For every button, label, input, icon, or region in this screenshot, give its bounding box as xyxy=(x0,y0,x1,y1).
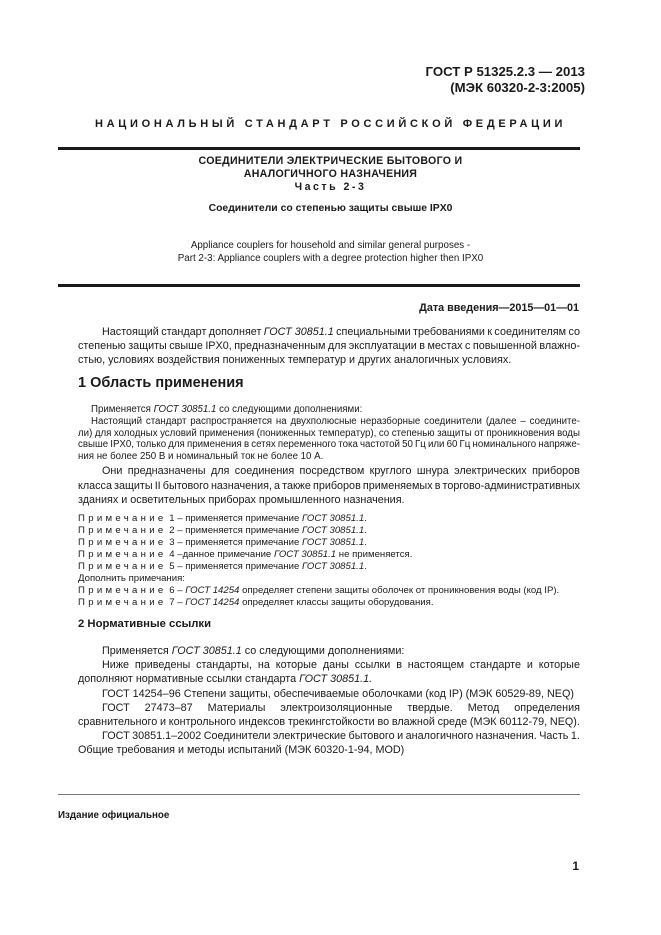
english-title-line1: Appliance couplers for household and similar general purposes - xyxy=(190,240,471,251)
applies-line: Применяется ГОСТ 30851.1 со следующими дополнениями: xyxy=(91,404,363,415)
standard-code: ГОСТ Р 51325.2.3 — 2013 xyxy=(425,64,585,79)
intro-line: стью, условиях воздействия пониженных температур и других аналогичных условиях. xyxy=(78,354,512,366)
note-item: Примечание 7 – ГОСТ 14254 определяет классы защиты оборудования. xyxy=(78,597,434,608)
introduction-date: Дата введения—2015—01—01 xyxy=(419,302,579,314)
part-label: Часть 2-3 xyxy=(294,181,367,193)
title-line2: АНАЛОГИЧНОГО НАЗНАЧЕНИЯ xyxy=(243,168,418,180)
footer-rule xyxy=(58,794,580,795)
purpose-line: зданиях и осветительных приборах промышленного назначения. xyxy=(78,494,405,506)
note-item: Примечание 3 – применяется примечание ГОСТ 30851.1. xyxy=(78,537,367,548)
applies-line: Применяется ГОСТ 30851.1 со следующими дополнениями: xyxy=(102,645,405,657)
normative-reference: сравнительного и контрольного индексов трекингстойкости во влажной среде (МЭК 60112-79, NEQ). xyxy=(78,716,580,729)
section-1-body xyxy=(78,404,580,463)
scope-line: свыше IPX0, только для применения в сетях переменного тока частотой 50 Гц или 60 Гц номинального напряже- xyxy=(78,439,580,451)
purpose-line: класса защиты II бытового назначения, а также приборов применяемых в торгово-административных xyxy=(78,479,580,492)
intro-paragraph xyxy=(78,325,580,367)
scope-line: ли) для холодных условий применения (пониженных температур), со степенью защиты от проникновения воды xyxy=(78,427,580,439)
note-item: Примечание 2 – применяется примечание ГОСТ 30851.1. xyxy=(78,525,367,536)
standard-reference: ГОСТ 30851.1 xyxy=(153,404,217,415)
normative-reference: Общие требования и методы испытаний (МЭК 60320-1-94, MOD) xyxy=(78,744,405,757)
refs-intro-line: Ниже приведены стандарты, на которые даны ссылки в настоящем стандарте и которые xyxy=(102,659,580,672)
scope-line: ния не более 250 В и номинальный ток не более 10 А. xyxy=(78,451,324,463)
english-title-line2: Part 2-3: Appliance couplers with a degree protection higher then IPX0 xyxy=(177,253,484,264)
standard-reference: ГОСТ 30851.1 xyxy=(171,645,242,657)
normative-reference: ГОСТ 14254–96 Степени защиты, обеспечиваемые оболочками (код IP) (МЭК 60529-89, NEQ) xyxy=(102,687,574,700)
notes-block xyxy=(78,513,559,609)
title-bottom-rule xyxy=(58,284,580,287)
national-standard-banner: НАЦИОНАЛЬНЫЙ СТАНДАРТ РОССИЙСКОЙ ФЕДЕРАЦИИ xyxy=(94,118,567,130)
standard-reference: ГОСТ 30851.1. xyxy=(299,673,373,686)
refs-intro-line: дополняют нормативные ссылки стандарта ГОСТ 30851.1. xyxy=(78,673,373,686)
add-notes-label: Дополнить примечания: xyxy=(78,573,185,584)
subtitle: Соединители со степенью защиты свыше IPX0 xyxy=(208,203,453,214)
iec-code: (МЭК 60320-2-3:2005) xyxy=(450,80,585,95)
intro-line: степенью защиты свыше IPX0, предназначенным для эксплуатации в местах с повышенной влажно- xyxy=(78,340,580,352)
section-1-purpose xyxy=(78,464,580,508)
intro-line: Настоящий стандарт дополняет ГОСТ 30851.1 специальными требованиями к соединителям со xyxy=(102,326,580,338)
purpose-line: Они предназначены для соединения посредством круглого шнура электрических приборов xyxy=(102,465,580,477)
scope-line: Настоящий стандарт распространяется на двухполюсные неразборные соединители (далее – соедините- xyxy=(91,415,580,427)
official-edition: Издание официальное xyxy=(58,810,170,821)
top-rule xyxy=(58,147,580,150)
normative-reference: ГОСТ 30851.1–2002 Соединители электрические бытового и аналогичного назначения. Часть 1. xyxy=(102,730,580,743)
title-line1: СОЕДИНИТЕЛИ ЭЛЕКТРИЧЕСКИЕ БЫТОВОГО И xyxy=(198,155,463,167)
page-number: 1 xyxy=(572,859,579,873)
normative-reference: ГОСТ 27473–87 Материалы электроизоляционные твердые. Метод определения xyxy=(102,701,580,714)
note-item: Примечание 5 – применяется примечание ГОСТ 30851.1. xyxy=(78,561,367,572)
section-2-body xyxy=(78,644,580,758)
note-item: Примечание 4 –данное примечание ГОСТ 30851.1 не применяется. xyxy=(78,549,413,560)
note-item: Примечание 6 – ГОСТ 14254 определяет степени защиты оболочек от проникновения воды (код IP). xyxy=(78,585,560,596)
section-2-heading: 2 Нормативные ссылки xyxy=(78,618,212,630)
section-1-heading: 1 Область применения xyxy=(78,375,244,391)
note-item: Примечание 1 – применяется примечание ГОСТ 30851.1. xyxy=(78,513,367,524)
